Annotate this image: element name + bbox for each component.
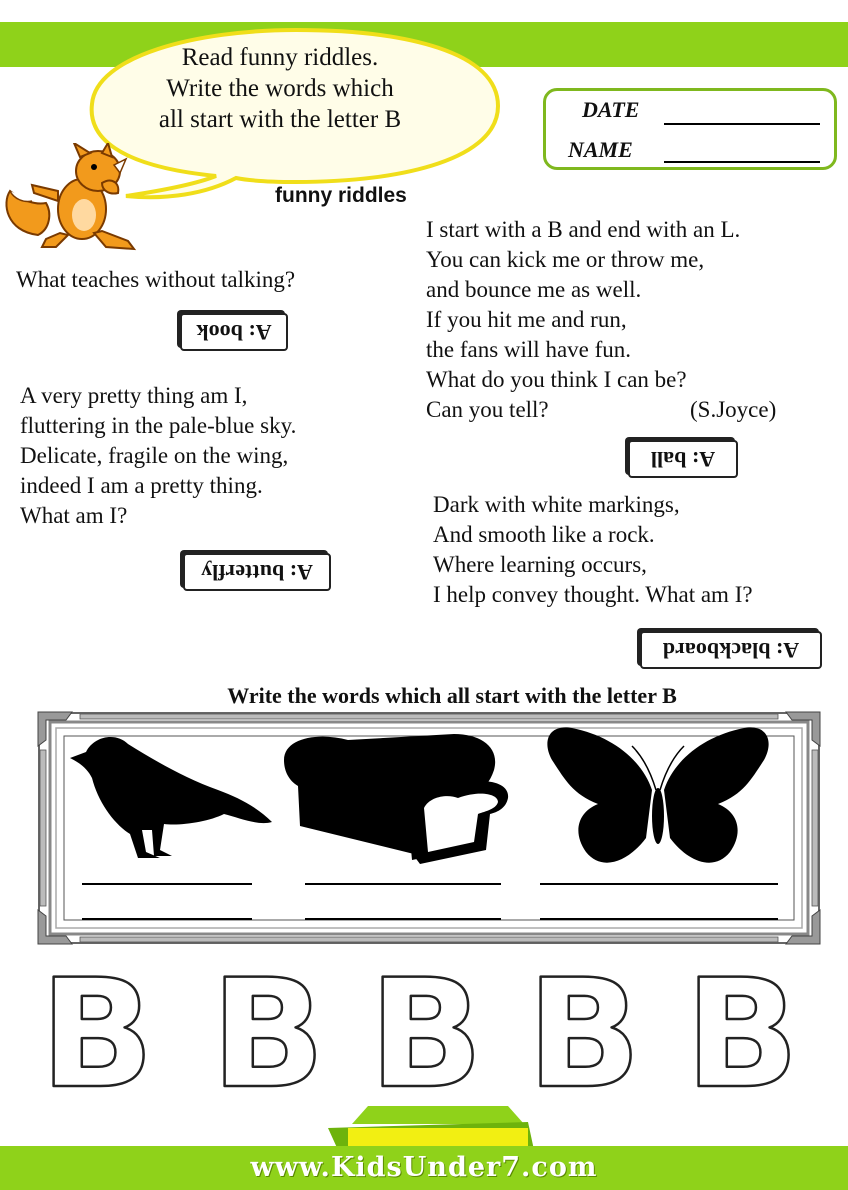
fox-mascot bbox=[2, 143, 152, 258]
bubble-line: all start with the letter B bbox=[158, 106, 402, 133]
riddle-1 bbox=[16, 265, 295, 295]
riddle-line: If you hit me and run, bbox=[426, 307, 627, 332]
riddle-line: Where learning occurs, bbox=[433, 552, 647, 577]
bubble-line: Write the words which bbox=[166, 75, 394, 102]
write-line-butterfly-2[interactable] bbox=[540, 918, 778, 920]
tracing-letter-b: B bbox=[368, 962, 484, 1098]
riddle-line: I help convey thought. What am I? bbox=[433, 582, 753, 607]
write-title: Write the words which all start with the letter B bbox=[227, 683, 677, 708]
bubble-instructions bbox=[110, 42, 450, 135]
write-line-bird-1[interactable] bbox=[82, 883, 252, 885]
footer-decoration bbox=[328, 1104, 538, 1150]
date-name-box bbox=[543, 88, 837, 170]
bubble-line: Read funny riddles. bbox=[181, 44, 379, 71]
riddle-3 bbox=[426, 215, 740, 425]
riddle-line: the fans will have fun. bbox=[426, 337, 632, 362]
answer-box-book: A: book bbox=[180, 313, 288, 351]
riddle-line: What am I? bbox=[20, 503, 128, 528]
bread-silhouette bbox=[278, 730, 532, 870]
riddle-line: What do you think I can be? bbox=[426, 367, 687, 392]
tracing-letters-row bbox=[30, 962, 830, 1098]
name-field[interactable] bbox=[664, 161, 820, 163]
riddle-line: You can kick me or throw me, bbox=[426, 247, 705, 272]
section-title: funny riddles bbox=[275, 184, 407, 207]
riddle-author: (S.Joyce) bbox=[690, 397, 777, 422]
butterfly-silhouette bbox=[542, 720, 774, 880]
write-line-bread-2[interactable] bbox=[305, 918, 501, 920]
bird-silhouette bbox=[68, 730, 278, 870]
riddle-line: Can you tell? bbox=[426, 397, 549, 422]
riddle-4 bbox=[433, 490, 753, 610]
answer-box-blackboard: A: blackboard bbox=[640, 631, 822, 669]
riddle-line: And smooth like a rock. bbox=[433, 522, 655, 547]
riddle-line: What teaches without talking? bbox=[16, 267, 296, 292]
riddle-line: Delicate, fragile on the wing, bbox=[20, 443, 289, 468]
riddle-line: A very pretty thing am I, bbox=[20, 383, 248, 408]
date-field[interactable] bbox=[664, 123, 820, 125]
footer-url[interactable]: www.KidsUnder7.com bbox=[250, 1152, 598, 1183]
tracing-letter-b: B bbox=[210, 962, 326, 1098]
riddle-line: and bounce me as well. bbox=[426, 277, 642, 302]
write-line-bird-2[interactable] bbox=[82, 918, 252, 920]
tracing-letter-b: B bbox=[526, 962, 642, 1098]
riddle-line: fluttering in the pale-blue sky. bbox=[20, 413, 297, 438]
riddle-2 bbox=[20, 381, 296, 531]
tracing-letter-b: B bbox=[684, 962, 800, 1098]
riddle-line: I start with a B and end with an L. bbox=[426, 217, 741, 242]
date-label: DATE bbox=[582, 97, 640, 122]
riddle-line: Dark with white markings, bbox=[433, 492, 680, 517]
write-line-butterfly-1[interactable] bbox=[540, 883, 778, 885]
answer-box-ball: A: ball bbox=[628, 440, 738, 478]
answer-box-butterfly: A: butterfly bbox=[183, 553, 331, 591]
riddle-line: indeed I am a pretty thing. bbox=[20, 473, 263, 498]
name-label: NAME bbox=[568, 137, 633, 162]
write-line-bread-1[interactable] bbox=[305, 883, 501, 885]
tracing-letter-b: B bbox=[39, 962, 155, 1098]
